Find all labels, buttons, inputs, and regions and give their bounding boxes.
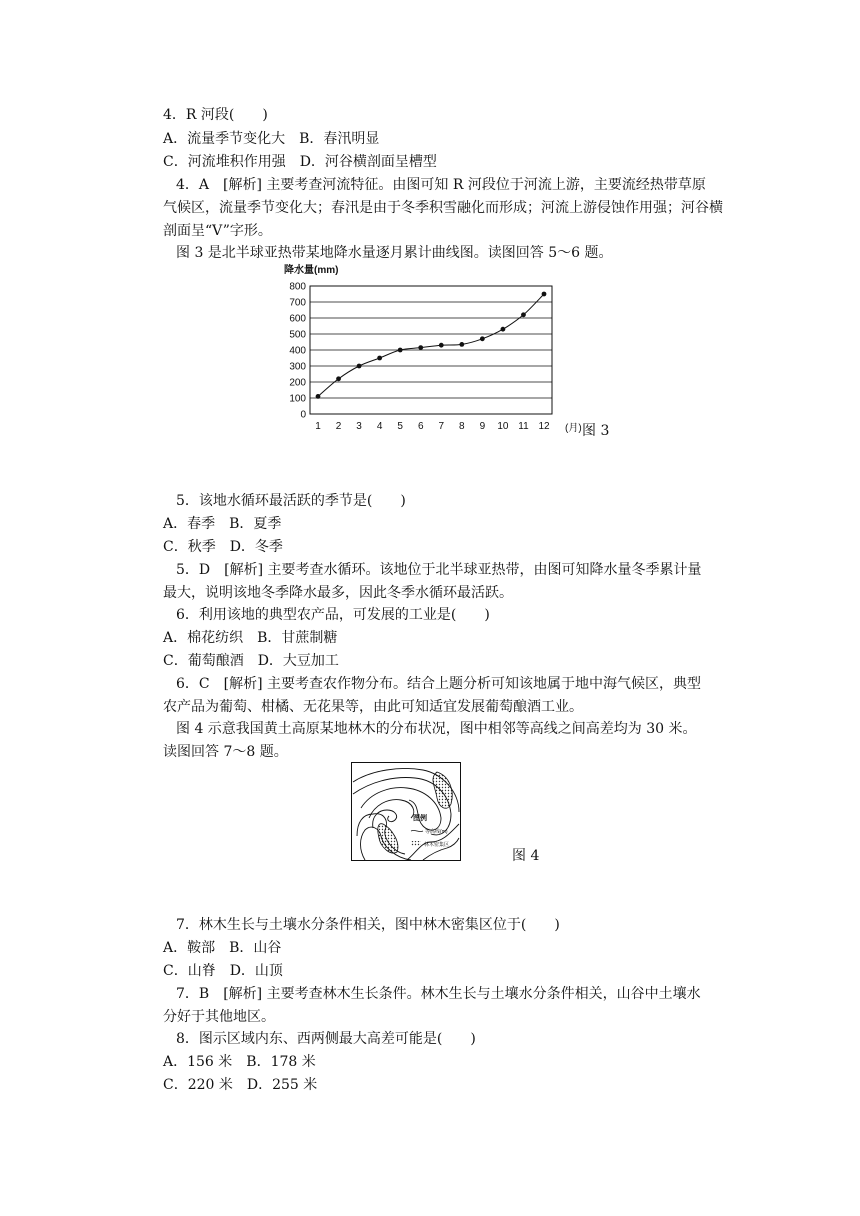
q5-options-cd: C．秋季 D．冬季 [163, 539, 283, 555]
q7-answer-line1: 7．B [解析] 主要考查林木生长条件。林木生长与土壤水分条件相关，山谷中土壤水 [176, 986, 701, 1002]
figure4-intro-line1: 图 4 示意我国黄土高原某地林木的分布状况，图中相邻等高线之间高差均为 30 米。 [176, 721, 697, 737]
y-tick-100: 100 [289, 393, 306, 405]
q6-answer-line1: 6．C [解析] 主要考查农作物分布。结合上题分析可知该地属于地中海气候区，典型 [176, 676, 701, 692]
data-point-month-11 [521, 312, 526, 317]
q5-stem: 5．该地水循环最活跃的季节是( ) [176, 493, 406, 509]
q5-answer-line2: 最大，说明该地冬季降水最多，因此冬季水循环最活跃。 [163, 585, 513, 601]
x-tick-8: 8 [459, 421, 465, 432]
y-tick-500: 500 [289, 329, 306, 341]
x-tick-4: 4 [376, 421, 383, 432]
q5-options-ab: A．春季 B．夏季 [163, 516, 282, 532]
data-point-month-8 [459, 342, 464, 347]
data-point-month-5 [398, 348, 403, 353]
y-tick-400: 400 [289, 345, 306, 357]
x-tick-1: 1 [315, 421, 321, 432]
chart-y-label: 降水量(mm) [284, 265, 339, 276]
x-tick-11: 11 [518, 421, 529, 432]
q6-options-cd: C．葡萄酿酒 D．大豆加工 [163, 653, 339, 669]
y-tick-700: 700 [289, 297, 306, 309]
legend-contour-label: 等高线(m) [425, 829, 448, 835]
x-tick-10: 10 [497, 421, 509, 432]
q7-options-ab: A．鞍部 B．山谷 [163, 940, 282, 956]
q4-stem: 4．R 河段( ) [163, 107, 268, 123]
forest-legend-icon [411, 841, 421, 846]
figure3-intro: 图 3 是北半球亚热带某地降水量逐月累计曲线图。读图回答 5～6 题。 [176, 245, 613, 261]
q7-stem: 7．林木生长与土壤水分条件相关，图中林木密集区位于( ) [176, 917, 560, 933]
y-tick-0: 0 [300, 409, 306, 421]
x-tick-3: 3 [356, 421, 362, 432]
data-point-month-9 [480, 336, 485, 341]
figure4-intro-line2: 读图回答 7～8 题。 [163, 744, 288, 760]
q6-options-ab: A．棉花纺织 B．甘蔗制糖 [163, 630, 338, 646]
q4-answer-line1: 4．A [解析] 主要考查河流特征。由图可知 R 河段位于河流上游，主要流经热带草原 [176, 177, 706, 193]
legend-title: 图例 [413, 815, 427, 822]
x-tick-5: 5 [397, 421, 403, 432]
q7-answer-line2: 分好于其他地区。 [163, 1009, 275, 1025]
x-tick-7: 7 [438, 421, 445, 432]
data-point-month-2 [336, 376, 341, 381]
data-point-month-3 [357, 364, 362, 369]
y-tick-600: 600 [289, 313, 306, 325]
q4-answer-line2: 气候区，流量季节变化大；春汛是由于冬季积雪融化而形成；河流上游侵蚀作用强；河谷横 [163, 200, 723, 216]
q5-answer-line1: 5．D [解析] 主要考查水循环。该地位于北半球亚热带，由图可知降水量冬季累计量 [176, 562, 702, 578]
x-tick-6: 6 [417, 421, 424, 432]
y-tick-200: 200 [289, 377, 306, 389]
data-point-month-4 [377, 356, 382, 361]
x-tick-12: 12 [538, 421, 550, 432]
precipitation-chart [280, 262, 580, 442]
legend-forest-label: 林木密集区 [424, 842, 450, 848]
q8-options-ab: A．156 米 B．178 米 [163, 1054, 316, 1070]
q8-stem: 8．图示区域内东、西两侧最大高差可能是( ) [176, 1031, 476, 1047]
q4-options-ab: A．流量季节变化大 B．春汛明显 [163, 131, 380, 147]
y-tick-300: 300 [289, 361, 306, 373]
q4-options-cd: C．河流堆积作用强 D．河谷横剖面呈槽型 [163, 154, 437, 170]
contour-map [351, 762, 463, 862]
q7-options-cd: C．山脊 D．山顶 [163, 963, 283, 979]
cumulative-precipitation-line [318, 294, 544, 396]
figure4-caption: 图 4 [512, 848, 540, 864]
chart-x-unit: (月) [565, 423, 582, 434]
data-point-month-10 [501, 327, 506, 332]
q8-options-cd: C．220 米 D．255 米 [163, 1077, 318, 1093]
x-tick-9: 9 [479, 421, 486, 432]
q4-answer-line3: 剖面呈“V”字形。 [163, 223, 272, 239]
q6-answer-line2: 农产品为葡萄、柑橘、无花果等，由此可知适宜发展葡萄酿酒工业。 [163, 699, 583, 715]
q6-stem: 6．利用该地的典型农产品，可发展的工业是( ) [176, 607, 490, 623]
data-point-month-7 [439, 343, 444, 348]
data-point-month-1 [316, 394, 321, 399]
data-point-month-6 [418, 345, 423, 350]
figure3-caption: 图 3 [582, 423, 610, 439]
y-tick-800: 800 [289, 281, 306, 293]
x-tick-2: 2 [335, 421, 342, 432]
data-point-month-12 [542, 292, 547, 297]
